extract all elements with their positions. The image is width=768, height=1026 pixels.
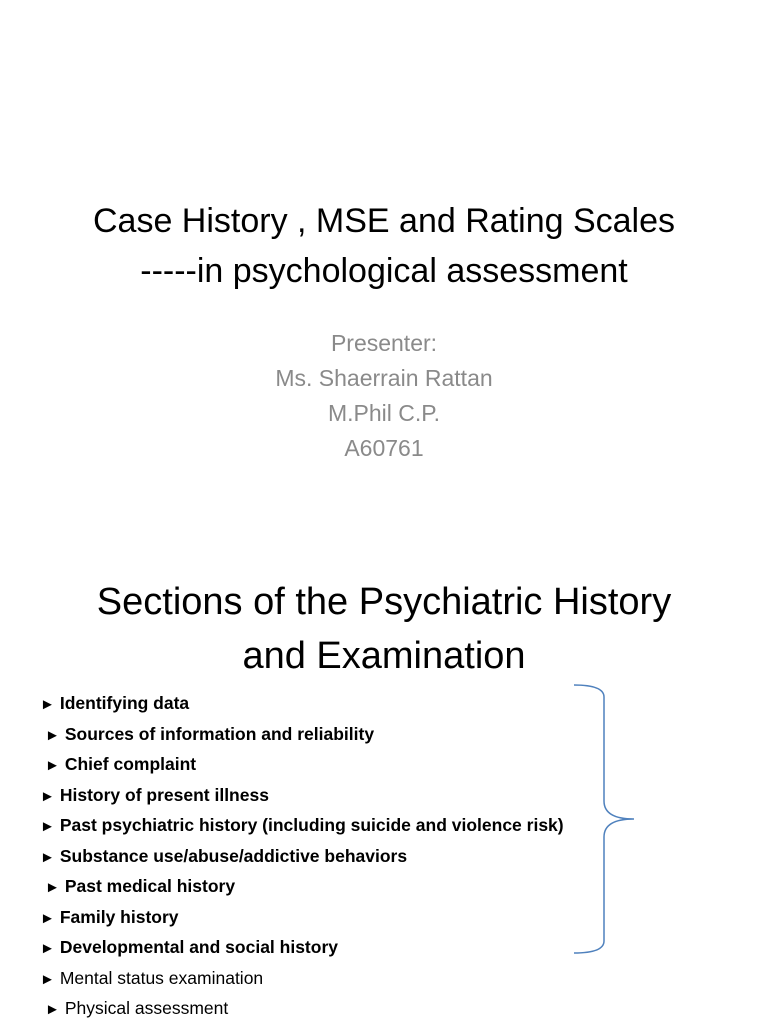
list-item: ► Identifying data	[40, 693, 190, 713]
presentation-title	[0, 196, 768, 296]
list-item: ► Past medical history	[45, 876, 236, 896]
bullet-arrow-icon: ►	[45, 1001, 60, 1018]
presenter-block	[0, 326, 768, 466]
right-brace-icon	[570, 683, 640, 955]
list-item: ► Developmental and social history	[40, 937, 338, 957]
list-item: ► Chief complaint	[45, 754, 197, 774]
list-item: ► Physical assessment	[45, 998, 229, 1018]
bullet-arrow-icon: ►	[45, 757, 60, 774]
title-line-2: -----in psychological assessment	[140, 252, 628, 290]
list-item: ► History of present illness	[40, 784, 269, 805]
bullet-arrow-icon: ►	[40, 909, 55, 927]
presenter-label: Presenter:	[330, 330, 438, 356]
list-item: ► Sources of information and reliability	[45, 723, 375, 744]
list-item: ► Substance use/abuse/addictive behaviors	[40, 845, 408, 866]
bullet-arrow-icon: ►	[40, 696, 55, 713]
bullet-arrow-icon: ►	[40, 848, 55, 866]
list-item: ► Mental status examination	[40, 967, 264, 988]
sections-title	[0, 575, 768, 683]
bullet-arrow-icon: ►	[45, 726, 60, 744]
presenter-id: A60761	[344, 435, 424, 461]
bullet-arrow-icon: ►	[40, 970, 55, 988]
presenter-degree: M.Phil C.P.	[327, 400, 441, 426]
bullet-arrow-icon: ►	[40, 818, 55, 835]
bullet-arrow-icon: ►	[40, 940, 55, 957]
presenter-name: Ms. Shaerrain Rattan	[275, 365, 493, 391]
list-item: ► Family history	[40, 906, 179, 927]
sections-list	[40, 688, 640, 1024]
brace-path	[574, 685, 634, 953]
bullet-arrow-icon: ►	[40, 787, 55, 805]
sections-title-line-2: and Examination	[242, 635, 526, 677]
title-line-1: Case History , MSE and Rating Scales	[92, 202, 676, 240]
bullet-arrow-icon: ►	[45, 879, 60, 896]
list-item: ► Past psychiatric history (including suicide and violence risk)	[40, 815, 564, 835]
sections-slide	[0, 555, 768, 1024]
sections-title-line-1: Sections of the Psychiatric History	[96, 581, 672, 623]
